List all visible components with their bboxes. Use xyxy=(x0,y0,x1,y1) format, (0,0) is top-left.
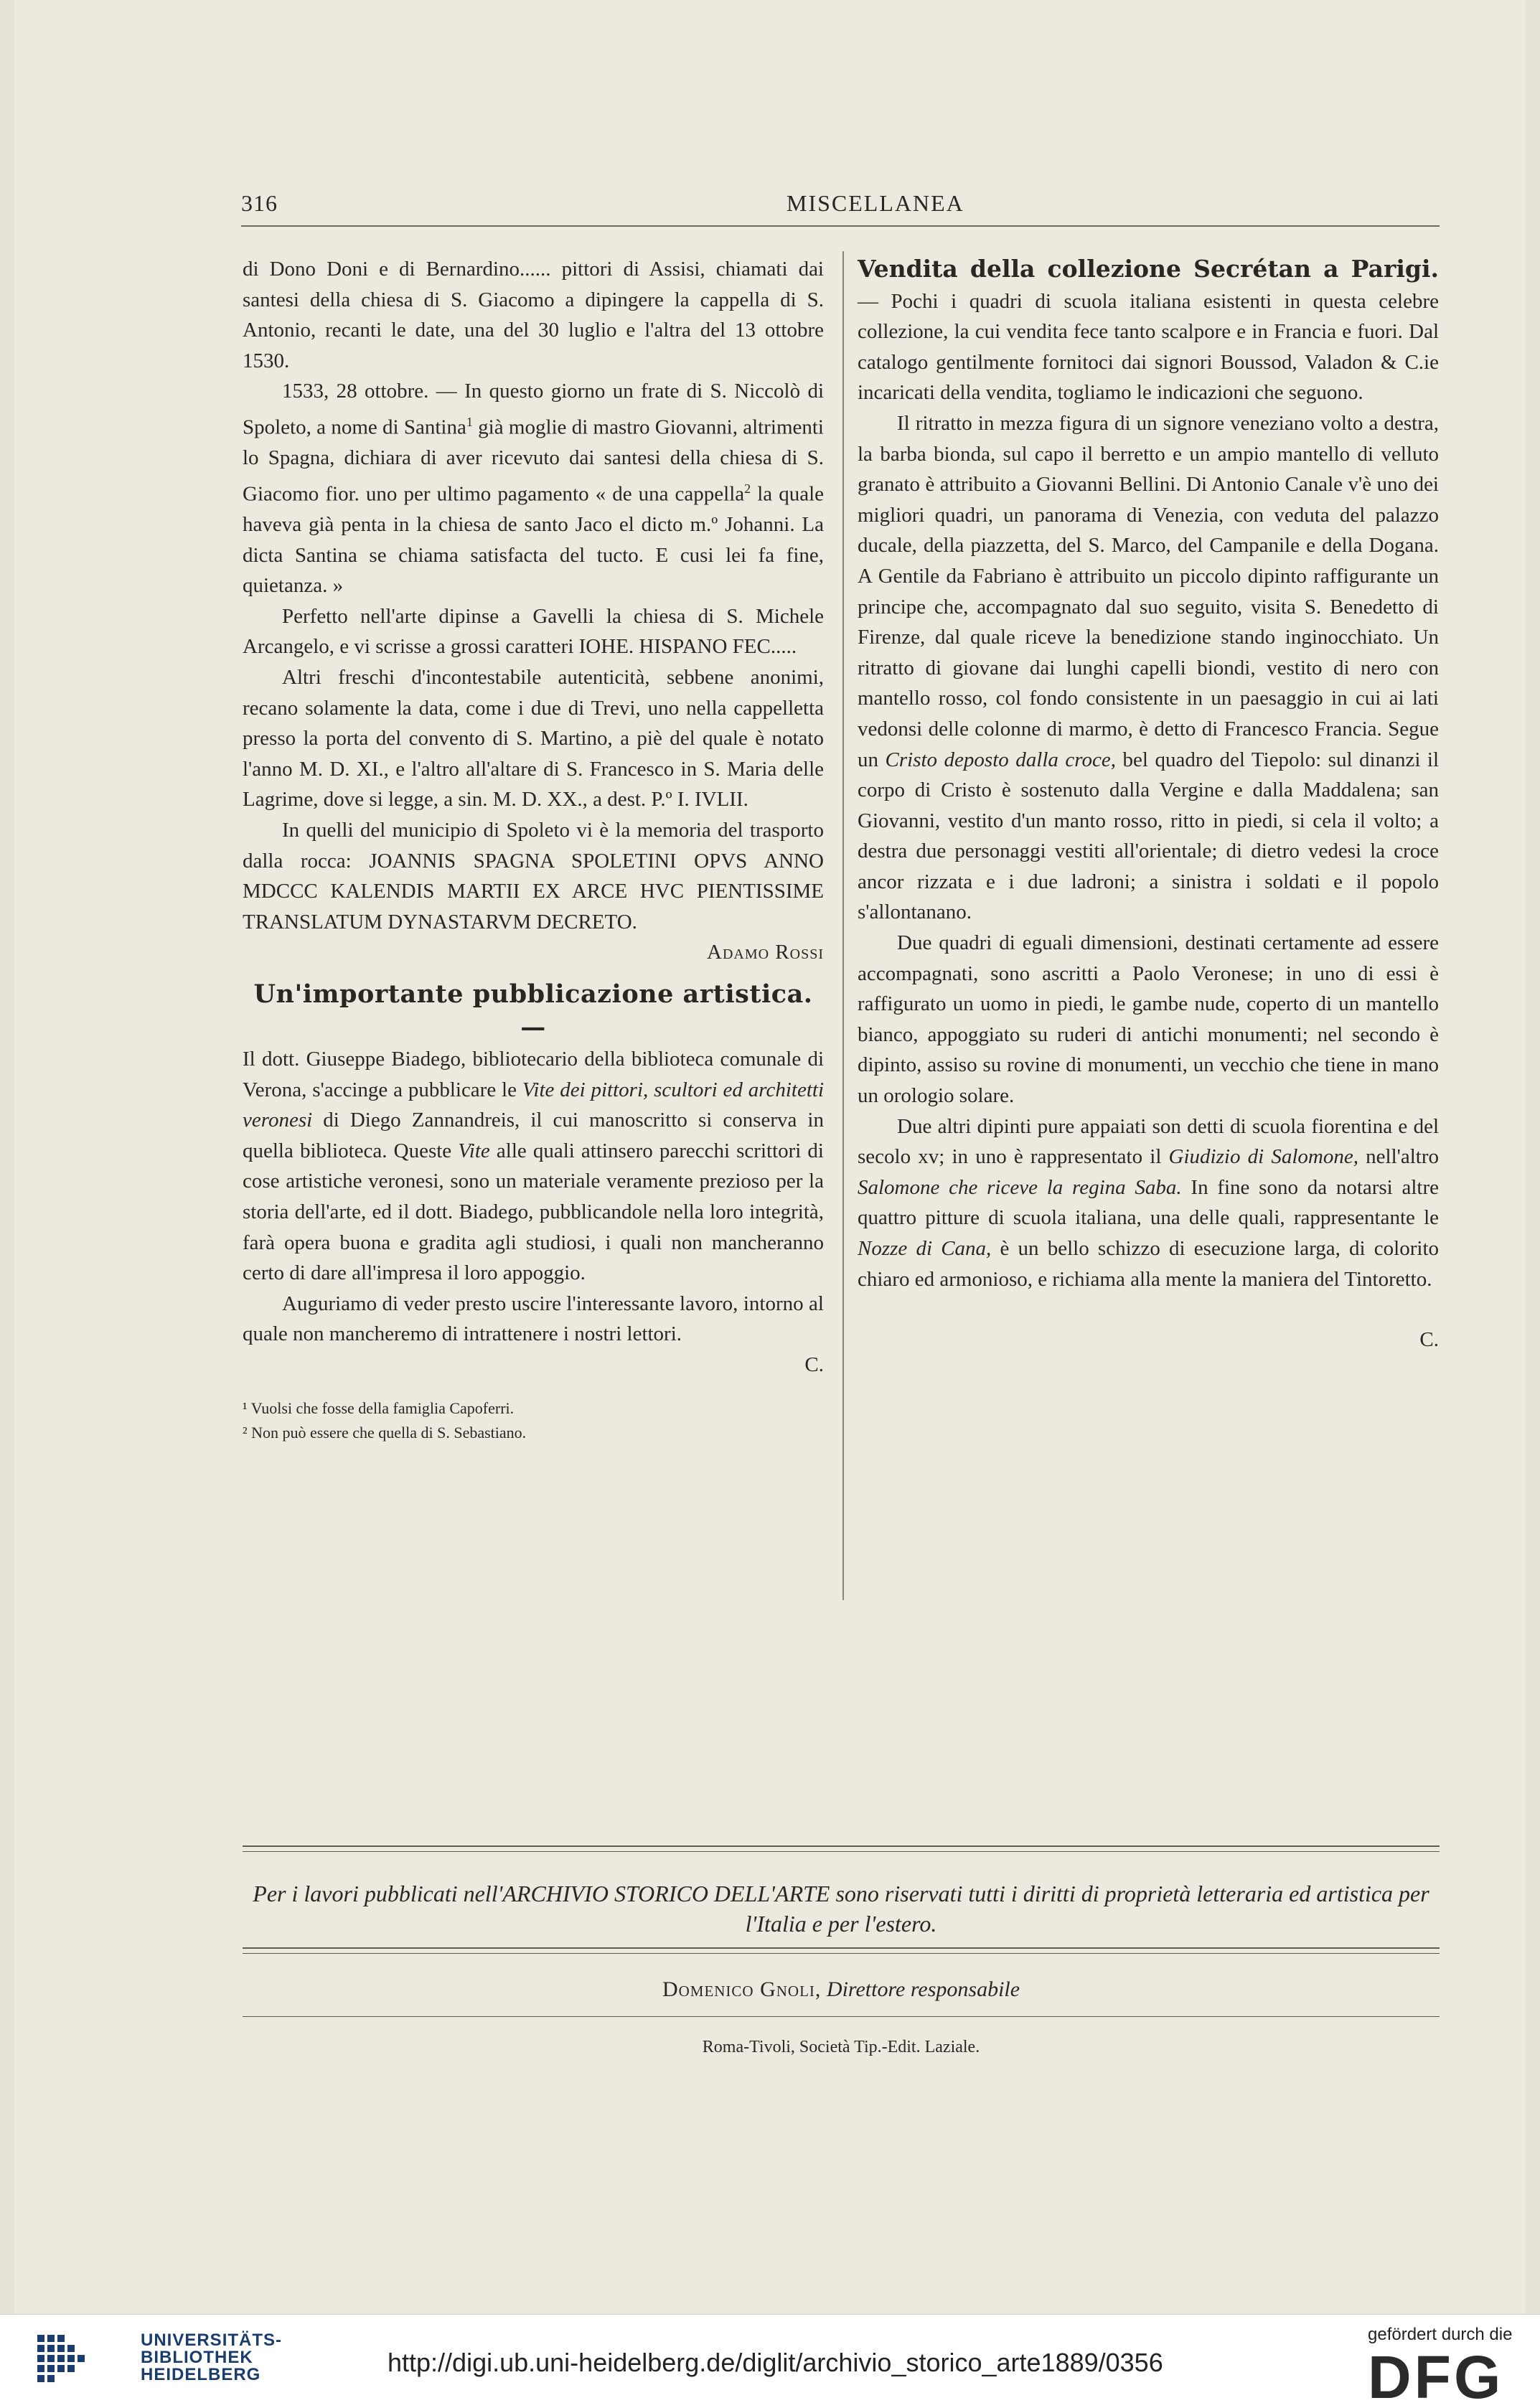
heading-vendita-secretan: Vendita della collezione Secrétan a Parigi. xyxy=(858,255,1439,283)
right-paragraph-4 xyxy=(858,1111,1439,1295)
editor-line xyxy=(243,1977,1440,2002)
signature-c-left: C. xyxy=(804,1353,824,1376)
rule-mid-2 xyxy=(243,1953,1440,1954)
painting-title-salomone: Salomone che riceve la regina Saba. xyxy=(858,1175,1182,1199)
editor-name: Domenico Gnoli, xyxy=(662,1977,822,2001)
left-paragraph-6 xyxy=(243,1044,824,1289)
right-paragraph-4-text-d: è un bello schizzo di esecuzione larga, di colorito chiaro ed armonioso, e richiama alla mente la maniera del Tintoretto. xyxy=(858,1237,1440,1291)
left-column xyxy=(243,254,824,1445)
left-paragraph-6-text-b: di Diego Zannandreis, il cui manoscritto si conserva in quella biblioteca. Queste xyxy=(243,1109,824,1162)
permalink-url[interactable]: http://digi.ub.uni-heidelberg.de/diglit/archivio_storico_arte1889/0356 xyxy=(388,2348,1163,2377)
right-paragraph-1 xyxy=(858,254,1439,408)
right-paragraph-2-text-b: bel quadro del Tiepolo: sul dinanzi il corpo di Cristo è sostenuto dalla Vergine e dalla Maddalena; san Giovanni, vestito d'un manto rosso, ritto in piedi, si cela il volto; a destra due personaggi vestiti all'orientale; di dietro vedesi la croce ancor rizzata e i due ladroni; a sinistra i soldati e il popolo s'allontanano. xyxy=(858,748,1440,924)
library-line-2: BIBLIOTHEK xyxy=(141,2348,253,2367)
left-paragraph-7: Auguriamo di veder presto uscire l'interessante lavoro, intorno al quale non mancheremo di intrattenere i nostri lettori. xyxy=(243,1292,824,1346)
left-paragraph-4: Altri freschi d'incontestabile autenticità, sebbene anonimi, recano solamente la data, come i due di Trevi, uno nella cappelletta presso la porta del convento di S. Martino, a piè del quale è notato l'anno M. D. XI., e l'altro all'altare di S. Francesco in S. Maria delle Lagrime, dove si legge, a sin. M. D. XX., a dest. P.º I. IVLII. xyxy=(243,666,824,812)
university-seal-icon xyxy=(32,2326,139,2398)
rule-top-1 xyxy=(243,1845,1440,1847)
painting-title-cristo-deposto: Cristo deposto dalla croce, xyxy=(885,748,1116,771)
header-rule xyxy=(241,225,1440,227)
right-paragraph-2-text-a: Il ritratto in mezza figura di un signore veneziano volto a destra, la barba bionda, sul capo il berretto e un ampio mantello di velluto granato è attribuito a Giovanni Bellini. Di Antonio Canale v'è uno dei migliori quadri, un panorama di Venezia, con veduta del palazzo ducale, della piazzetta, del S. Marco, del Campanile e della Dogana. A Gentile da Fabriano è attribuito un piccolo dipinto raffigurante un principe che, accompagnato dal suo seguito, visita S. Benedetto di Firenze, dal quale riceve la benedizione stando inginocchiato. Un ritratto di giovane dai lunghi capelli biondi, vestito di nero con mantello rosso, col fondo consistente in un paesaggio in cui ai lati vedonsi delle colonne di marmo, è detto di Francesco Francia. Segue un xyxy=(858,411,1439,771)
rights-notice: Per i lavori pubblicati nell'ARCHIVIO STORICO DELL'ARTE sono riservati tutti i diritti di proprietà letteraria ed artistica per l'Italia e per l'estero. xyxy=(253,1881,1429,1937)
footnote-2: ² Non può essere che quella di S. Sebastiano. xyxy=(243,1423,527,1441)
left-paragraph-6-text-a: Il dott. Giuseppe Biadego, bibliotecario della biblioteca comunale di Verona, s'accinge a pubblicare le xyxy=(243,1047,824,1101)
rule-bottom xyxy=(243,2016,1440,2017)
right-column xyxy=(858,254,1439,1355)
library-name xyxy=(141,2332,282,2384)
scanned-page xyxy=(14,0,1526,2314)
right-paragraph-4-text-b: nell'altro xyxy=(1358,1145,1439,1169)
painting-title-nozze: Nozze di Cana, xyxy=(858,1237,992,1260)
rule-top-2 xyxy=(243,1851,1440,1852)
right-paragraph-1-text: — Pochi i quadri di scuola italiana esistenti in questa celebre collezione, la cui vendita fece tanto scalpore e in Francia e fuori. Dal catalogo gentilmente fornitoci dai signori Boussod, Valadon & C.ie incaricati della vendita, togliamo le indicazioni che seguono. xyxy=(858,289,1439,405)
left-paragraph-5: In quelli del municipio di Spoleto vi è la memoria del trasporto dalla rocca: JOANNIS SPAGNA SPOLETINI OPVS ANNO MDCCC KALENDIS MARTII EX ARCE HVC PIENTISSIME TRANSLATUM DYNASTARVM DECRETO. xyxy=(243,819,824,933)
right-paragraph-3: Due quadri di eguali dimensioni, destinati certamente ad essere accompagnati, sono ascritti a Paolo Veronese; in uno di essi è raffigurato un uomo in piedi, le gambe nude, coperto di un mantello bianco, appoggiato su ruderi di antichi monumenti; nel secondo è dipinto, assiso su rovine di monumenti, un vecchio che tiene in mano un orologio solare. xyxy=(858,931,1439,1108)
rule-mid-1 xyxy=(243,1947,1440,1949)
heading-pubblicazione-artistica: Un'importante pubblicazione artistica. — xyxy=(253,979,813,1042)
left-paragraph-3: Perfetto nell'arte dipinse a Gavelli la chiesa di S. Michele Arcangelo, e vi scrisse a grossi caratteri IOHE. HISPANO FEC..... xyxy=(243,604,824,659)
running-title: MISCELLANEA xyxy=(787,190,964,216)
left-paragraph-2-text-b: già moglie di mastro Giovanni, altrimenti lo Spagna, dichiara di aver ricevuto dai santesi della chiesa di S. Giacomo fior. uno per ultimo pagamento « de una cappella xyxy=(243,415,824,506)
library-line-1: UNIVERSITÄTS- xyxy=(141,2331,283,2350)
funding-note: gefördert durch die xyxy=(1368,2325,1513,2344)
svg-text:DFG: DFG xyxy=(1368,2348,1504,2404)
left-paragraph-6-text-c: alle quali attinsero parecchi scrittori di cose artistiche veronesi, sono un materiale veramente prezioso per la storia dell'arte, ed il dott. Biadego, pubblicandole nella loro integrità, farà opera buona e gradita agli studiosi, i quali non mancheranno certo di dare all'impresa il loro appoggio. xyxy=(243,1139,824,1285)
left-paragraph-2 xyxy=(243,376,824,601)
painting-title-giudizio: Giudizio di Salomone, xyxy=(1168,1145,1358,1169)
viewer-footer xyxy=(0,2314,1540,2408)
printer-line: Roma-Tivoli, Società Tip.-Edit. Laziale. xyxy=(702,2038,980,2056)
right-paragraph-4-text-a: Due altri dipinti pure appaiati son detti di scuola fiorentina e del secolo xv; in uno è rappresentato il xyxy=(858,1114,1439,1169)
library-line-3: HEIDELBERG xyxy=(141,2365,261,2384)
editor-role: Direttore responsabile xyxy=(826,1977,1020,2001)
page-number: 316 xyxy=(241,190,278,216)
left-paragraph-2-text-c: la quale haveva già penta in la chiesa de santo Jaco el dicto m.º Johanni. La dicta Santina se chiama satisfacta del tucto. E cusi lei fa fine, quietanza. » xyxy=(243,482,824,598)
right-paragraph-4-text-c: In fine sono da notarsi altre quattro pitture di scuola italiana, una delle quali, rappresentante le xyxy=(858,1175,1440,1230)
book-title-vite: Vite dei pittori, scultori ed architetti veronesi xyxy=(243,1078,824,1132)
footnote-ref-2: 2 xyxy=(744,481,751,496)
signature-adamo-rossi: Adamo Rossi xyxy=(707,941,824,964)
dfg-logo-icon xyxy=(1368,2348,1518,2404)
vite-word: Vite xyxy=(458,1139,490,1162)
right-paragraph-2 xyxy=(858,408,1439,928)
column-divider xyxy=(842,251,844,1600)
left-paragraph-2-text-a: 1533, 28 ottobre. — In questo giorno un frate di S. Niccolò di Spoleto, a nome di Santina xyxy=(243,380,824,439)
left-paragraph-1: di Dono Doni e di Bernardino...... pittori di Assisi, chiamati dai santesi della chiesa di S. Giacomo a dipingere la cappella di S. Antonio, recanti le date, una del 30 luglio e l'altra del 13 ottobre 1530. xyxy=(243,258,824,372)
footnote-1: ¹ Vuolsi che fosse della famiglia Capoferri. xyxy=(243,1398,515,1417)
signature-c-right: C. xyxy=(1419,1328,1439,1352)
footnote-ref-1: 1 xyxy=(466,414,473,429)
